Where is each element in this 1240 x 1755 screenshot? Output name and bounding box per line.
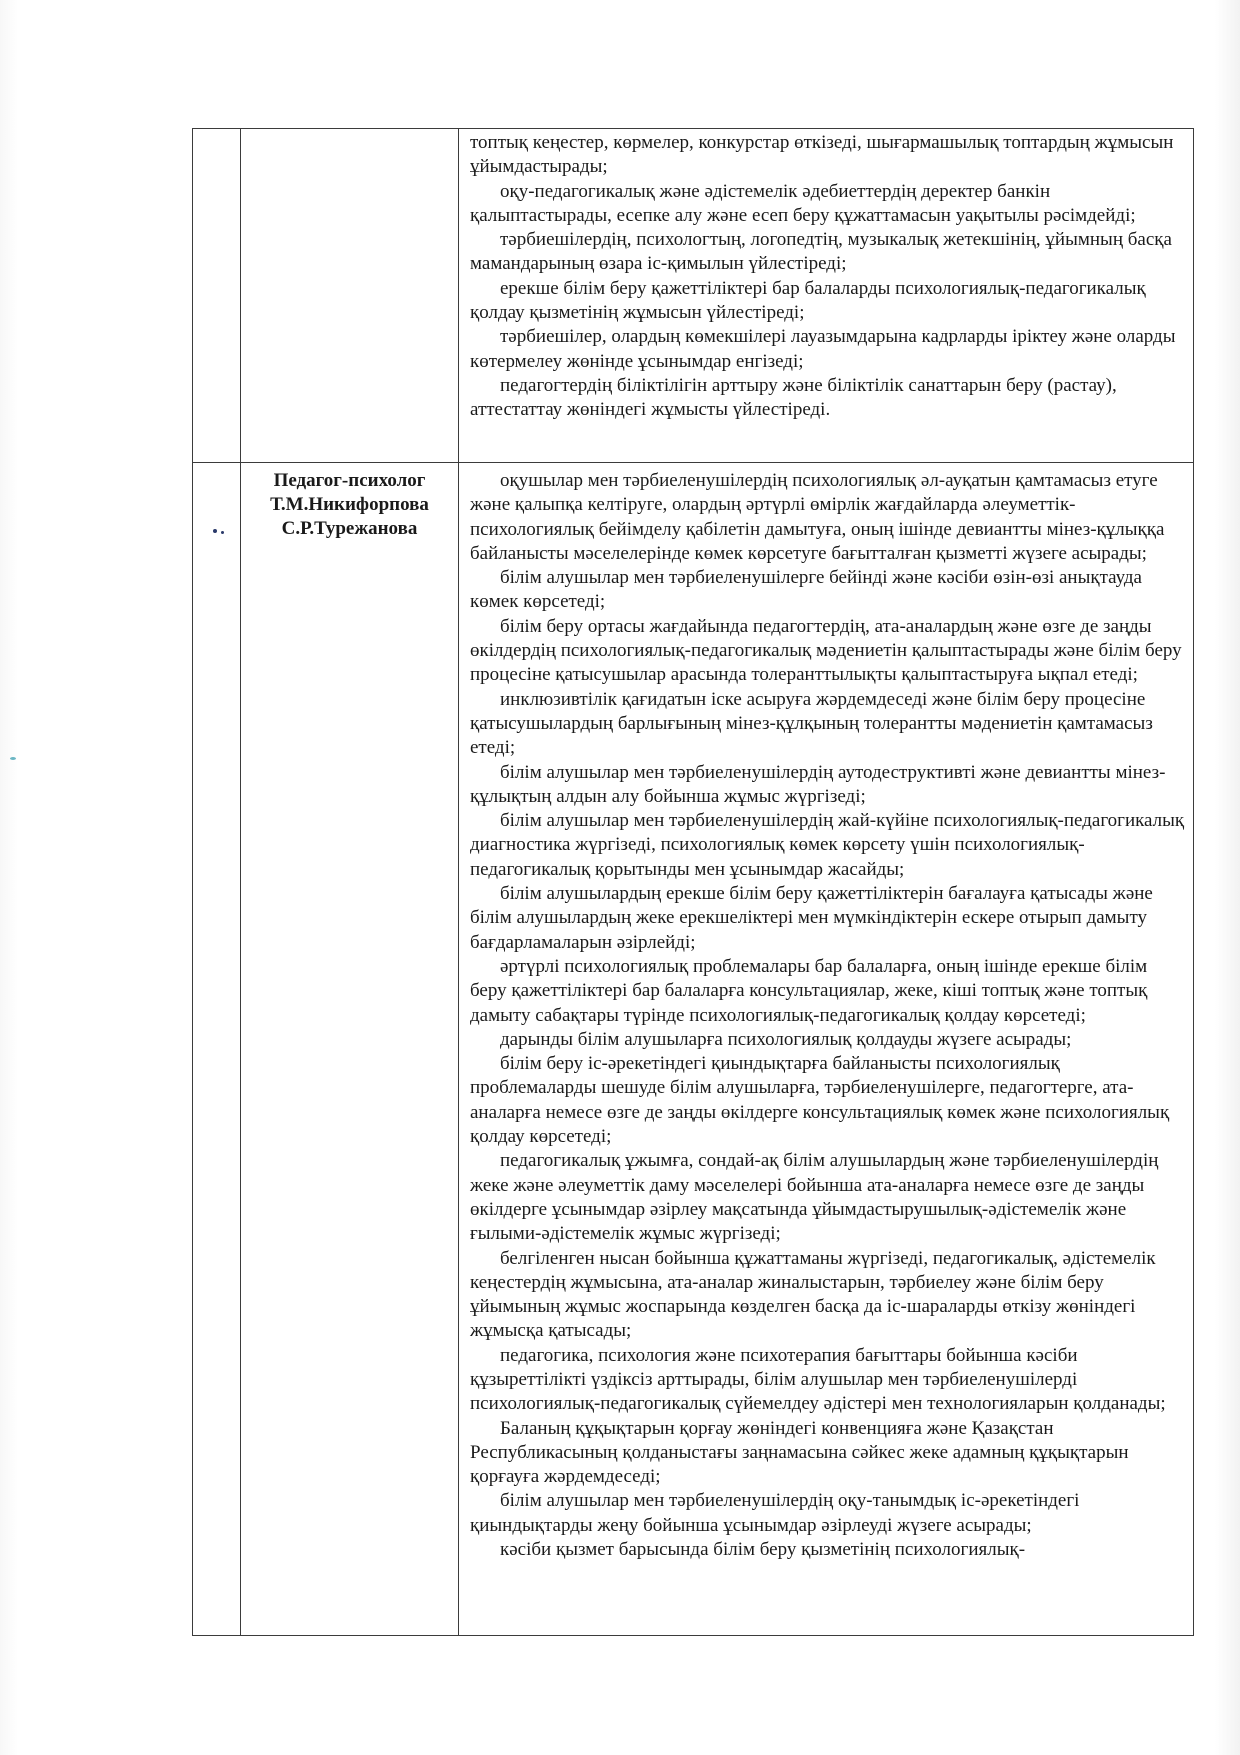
duty-paragraph: білім алушылар мен тәрбиеленушілердің аутодеструктивті және девиантты мінез-құлықтың алдын алу бойынша жұмыс жүргізеді;: [470, 761, 1166, 807]
duties-table: [192, 128, 1194, 1636]
duty-paragraph: оқу-педагогикалық және әдістемелік әдебиеттердің деректер банкін қалыптастырады, есепке алу және есеп беру құжаттамасын уақытылы рәсімдейді;: [470, 180, 1136, 226]
duties-text: [459, 129, 1193, 423]
duty-paragraph: инклюзивтілік қағидатын іске асыруға жәрдемдеседі және білім беру процесіне қатысушылардың барлығының мінез-құлқының толерантты мәдениетін қамтамасыз етеді;: [470, 688, 1153, 759]
duty-paragraph: Баланың құқықтарын қорғау жөніндегі конвенцияға және Қазақстан Республикасының қолданыстағы заңнамасына сәйкес жеке адамның құқықтарын қорғауға жәрдемдеседі;: [470, 1417, 1129, 1488]
number-cell: [193, 129, 241, 463]
position-cell: [241, 463, 459, 1636]
duty-paragraph: білім алушылардың ерекше білім беру қажеттіліктерін бағалауға қатысады және білім алушылардың жеке ерекшеліктері мен мүмкіндіктерін ескере отырып дамыту бағдарламаларын әзірлейді;: [470, 883, 1153, 953]
duty-paragraph: педагогикалық ұжымға, сондай-ақ білім алушылардың және тәрбиеленушілердің жеке және әлеуметтік даму мәселелері бойынша ата-аналарға немесе өзге де заңды өкілдерге ұсынымдар әзірлеу мақсатында ұйымдастырушылық-әдістемелік және ғылыми-әдістемелік жұмыс жүргізеді;: [470, 1150, 1159, 1245]
duty-paragraph: білім беру ортасы жағдайында педагогтердің, ата-аналардың және өзге де заңды өкілдердің психологиялық-педагогикалық мәдениетін қалыптастырады және білім беру процесіне қатысушылар арасында толеранттылықты қалыптастыруға ықпал етеді;: [470, 615, 1182, 686]
duty-paragraph: кәсіби қызмет барысында білім беру қызметінің психологиялық-: [500, 1539, 1026, 1561]
duties-cell: [459, 129, 1194, 463]
ink-speck: [10, 757, 16, 760]
duty-paragraph: ерекше білім беру қажеттіліктері бар балаларды психологиялық-педагогикалық қолдау қызметінің жұмысын үйлестіреді;: [470, 277, 1146, 324]
duty-paragraph: білім беру іс-әрекетіндегі қиындықтарға байланысты психологиялық проблемаларды шешуде білім алушыларға, тәрбиеленушілерге, педагогтерге, ата-аналарға немесе өзге де заңды өкілдерге консультациялық көмек және психологиялық қолдау көрсетеді;: [470, 1053, 1170, 1148]
number-cell: [193, 463, 241, 1636]
duty-paragraph: оқушылар мен тәрбиеленушілердің психологиялық әл-ауқатын қамтамасыз етуге және қалыпқа келтіруге, олардың әртүрлі өмірлік жағдайларда әлеуметтік-психологиялық бейімделу қабілетін дамытуға, оның ішінде девиантты мінез-құлыққа байланысты мәселелерінде көмек көрсетуге бағытталған қызметті жүзеге асырады;: [470, 470, 1165, 564]
duty-paragraph: әртүрлі психологиялық проблемалары бар балаларға, оның ішінде ерекше білім беру қажеттіліктері бар балаларға консультациялар, жеке, кіші топтық және топтық дамыту сабақтары түрінде психологиялық-педагогикалық қолдау көрсетеді;: [470, 955, 1148, 1026]
duty-paragraph: білім алушылар мен тәрбиеленушілерге бейінді және кәсіби өзін-өзі анықтауда көмек көрсетеді;: [470, 567, 1142, 613]
duty-paragraph: педагогтердің біліктілігін арттыру және біліктілік санаттарын беру (растау), аттестаттау жөніндегі жұмысты үйлестіреді.: [470, 374, 1117, 421]
staff-name-1: Т.М.Никифорпова: [270, 494, 429, 515]
duty-paragraph: педагогика, психология және психотерапия бағыттары бойынша кәсіби құзыреттілікті үздіксіз арттырады, білім алушылар мен тәрбиеленушілерді психологиялық-педагогикалық сүйемелдеу әдістері мен технологияларын қолданады;: [470, 1344, 1166, 1415]
duty-paragraph: тәрбиешілер, олардың көмекшілері лауазымдарына кадрларды іріктеу және оларды көтермелеу жөнінде ұсынымдар енгізеді;: [470, 326, 1176, 372]
duty-paragraph: білім алушылар мен тәрбиеленушілердің жай-күйіне психологиялық-педагогикалық диагностика жүргізеді, психологиялық көмек көрсету үшін психологиялық-педагогикалық қорытынды мен ұсынымдар жасайды;: [470, 810, 1185, 880]
position-title: Педагог-психолог: [273, 470, 426, 491]
duty-paragraph: білім алушылар мен тәрбиеленушілердің оқу-танымдық іс-әрекетіндегі қиындықтарды жеңу бойынша ұсынымдар әзірлеуді жүзеге асырады;: [470, 1490, 1080, 1536]
duty-paragraph: белгіленген нысан бойынша құжаттаманы жүргізеді, педагогикалық, әдістемелік кеңестердің жұмысына, ата-аналар жиналыстарын, тәрбиелеу және білім беру ұйымының жұмыс жоспарында көзделген басқа да іс-шараларды өткізу жөніндегі жұмысқа қатысады;: [470, 1247, 1156, 1342]
staff-name-2: С.Р.Турежанова: [281, 518, 418, 539]
table-row: [193, 463, 1194, 1636]
duty-paragraph: тәрбиешілердің, психологтың, логопедтің, музыкалық жетекшінің, ұйымның басқа мамандарының өзара іс-қимылын үйлестіреді;: [470, 229, 1172, 275]
bleed-through-text: [480, 28, 1170, 50]
staff-names: [241, 463, 458, 541]
duties-cell: [459, 463, 1194, 1636]
duties-text: [459, 463, 1193, 1629]
position-cell: [241, 129, 459, 463]
table-row: [193, 129, 1194, 463]
duty-paragraph: топтық кеңестер, көрмелер, конкурстар өткізеді, шығармашылық топтардың жұмысын ұйымдастырады;: [470, 132, 1174, 178]
duty-paragraph: дарынды білім алушыларға психологиялық қолдауды жүзеге асырады;: [500, 1028, 1072, 1050]
